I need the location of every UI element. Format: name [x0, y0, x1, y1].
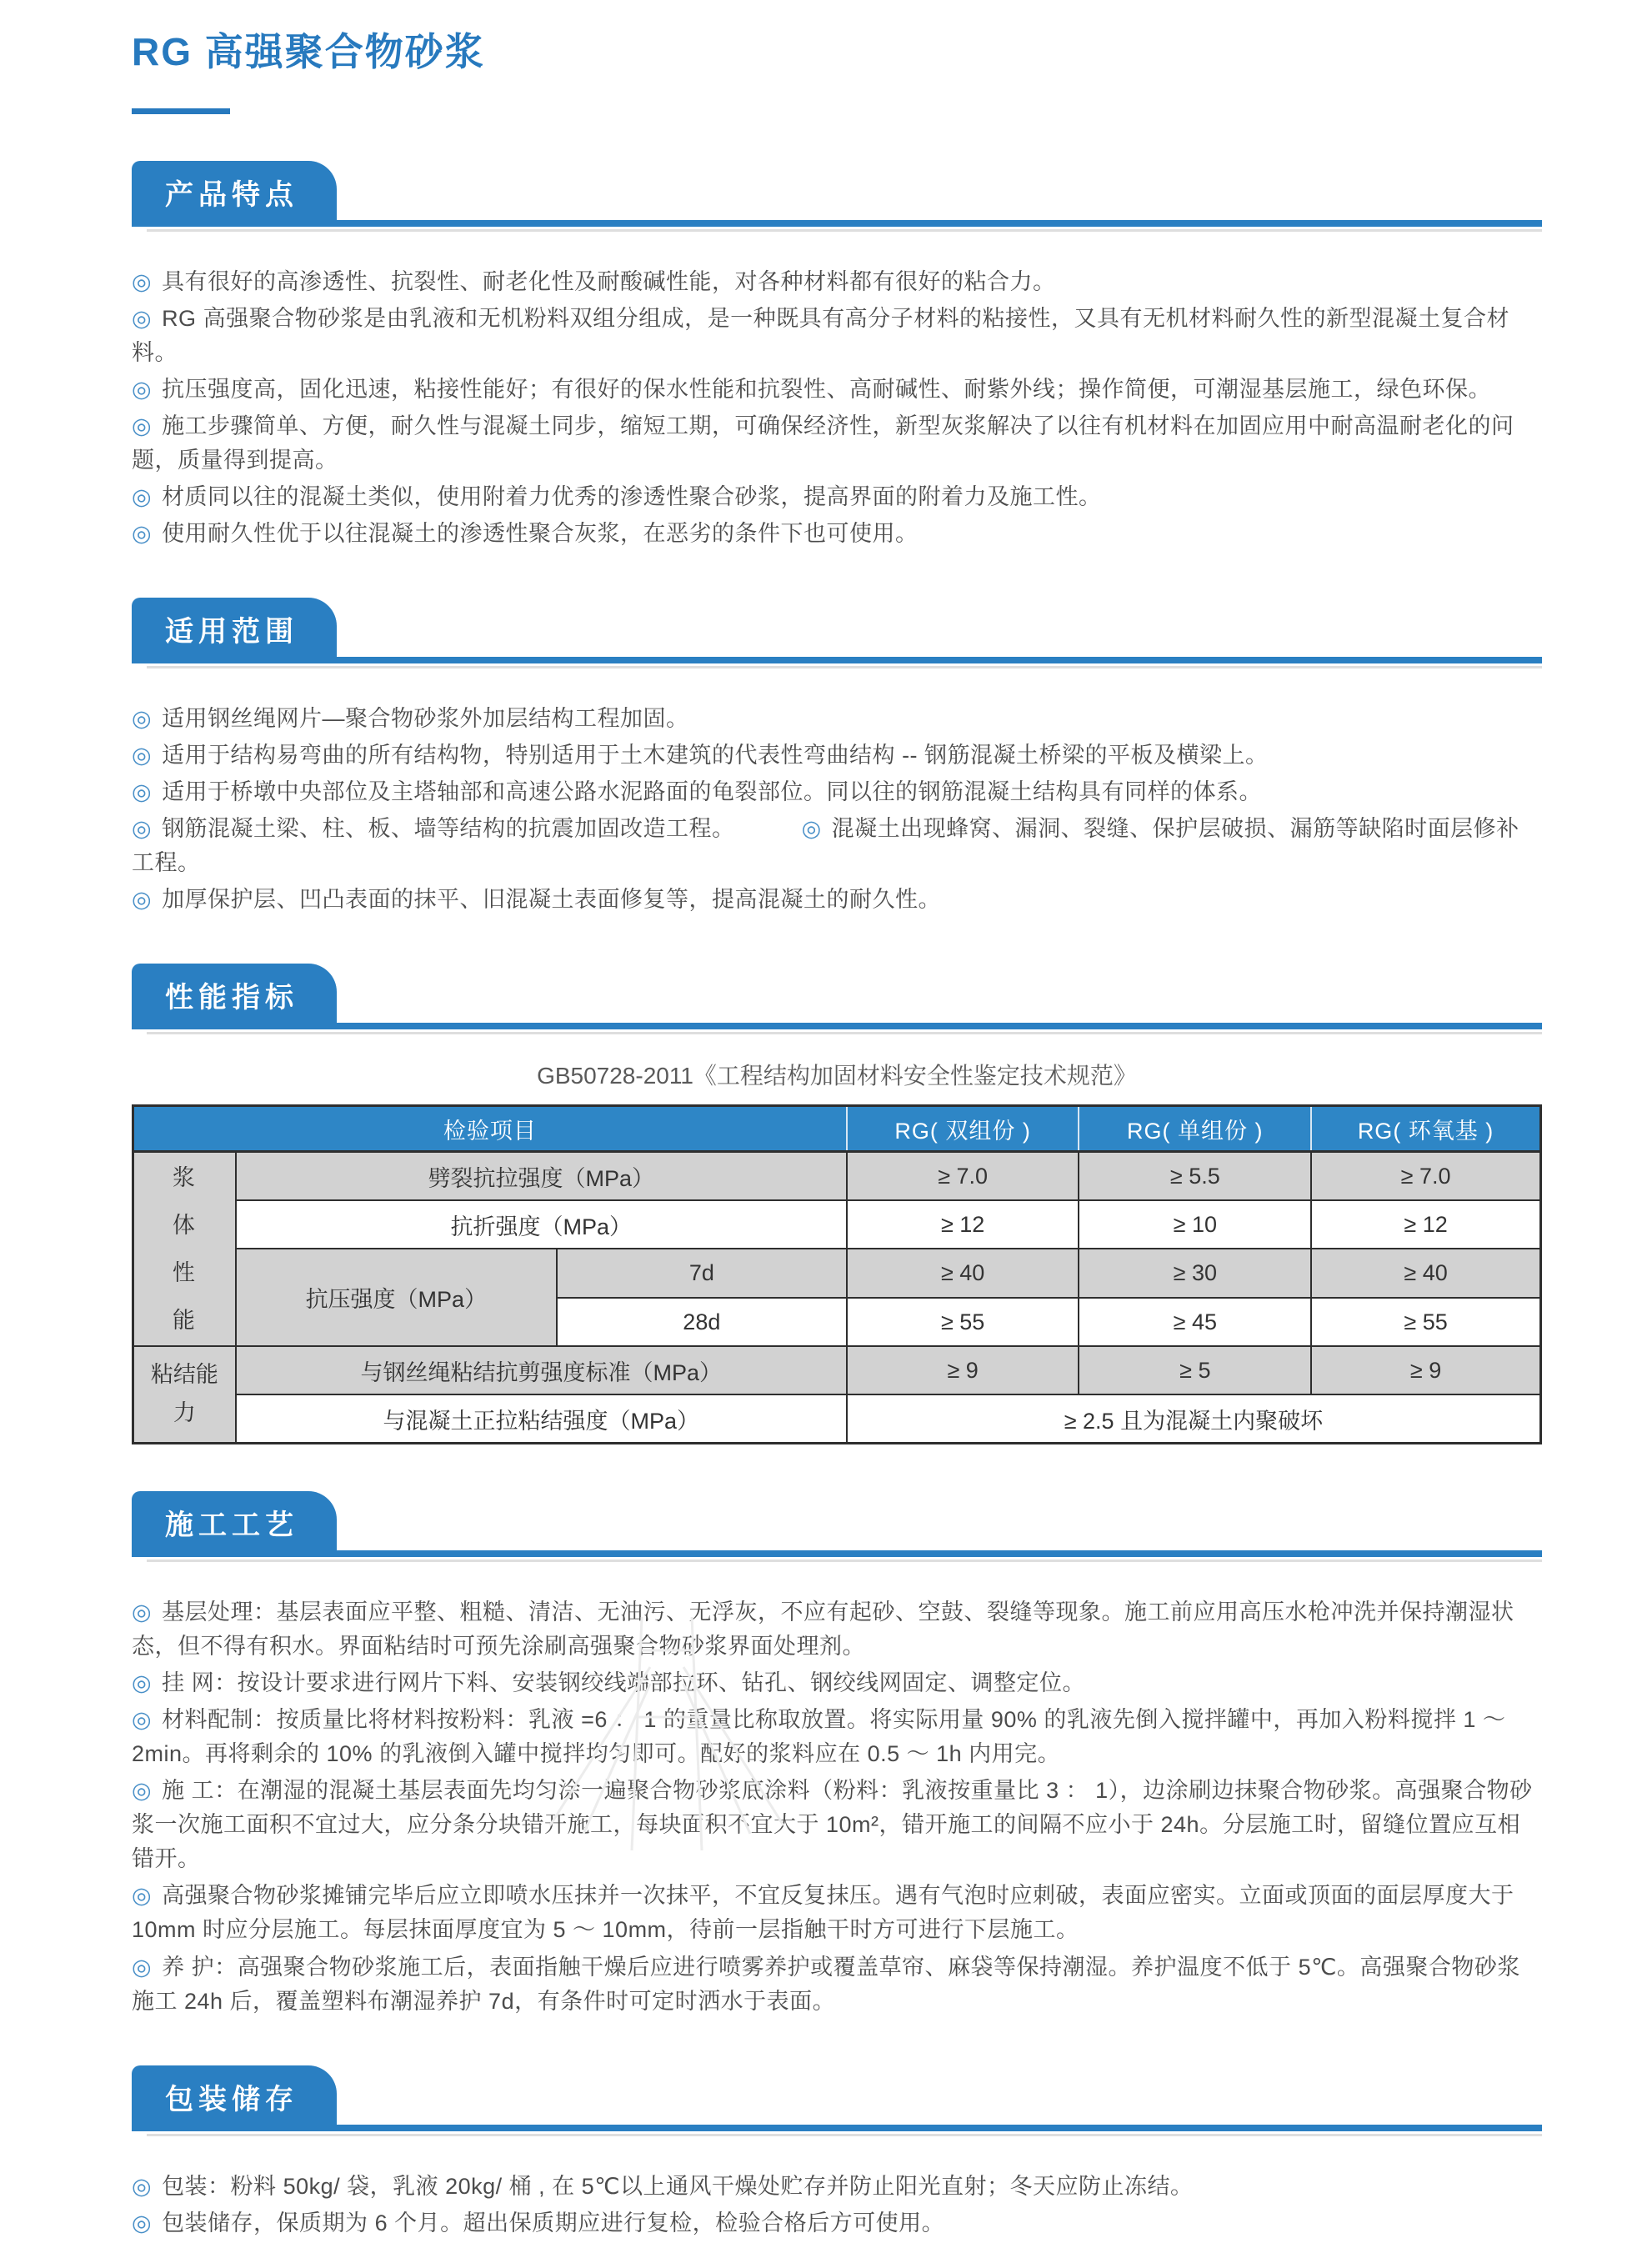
scope-item-pair: [132, 812, 1542, 880]
process-text: 高强聚合物砂浆摊铺完毕后应立即喷水压抹并一次抹平，不宜反复抹压。遇有气泡时应刺破，表面应密实。立面或顶面的面层厚度大于 10mm 时应分层施工。每层抹面厚度宜为 5 ～ 10mm，待前一层指触干时方可进行下层施工。: [132, 1883, 1514, 1943]
section-rule-shadow: [147, 2134, 1542, 2136]
section-rule-shadow: [147, 1560, 1542, 1562]
feature-text: 具有很好的高渗透性、抗裂性、耐老化性及耐酸碱性能，对各种材料都有很好的粘合力。: [162, 269, 1056, 294]
feature-text: RG 高强聚合物砂浆是由乳液和无机粉料双组分组成，是一种既具有高分子材料的粘接性，又具有无机材料耐久性的新型混凝土复合材料。: [132, 306, 1510, 366]
bullet-icon: ◎: [132, 743, 153, 769]
bullet-icon: ◎: [132, 816, 153, 842]
packaging-item: [132, 2206, 1542, 2240]
bullet-icon: ◎: [132, 779, 153, 805]
scope-item: [132, 738, 1542, 773]
section-rule-shadow: [147, 229, 1542, 232]
section-rule: [132, 657, 1542, 663]
scope-text: 钢筋混凝土梁、柱、板、墙等结构的抗震加固改造工程。: [162, 816, 735, 842]
section-scope: [132, 596, 1542, 917]
section-header-scope: 适用范围: [132, 598, 337, 658]
bullet-icon: ◎: [132, 2173, 153, 2199]
process-item: [132, 1774, 1542, 1876]
section-rule-shadow: [147, 666, 1542, 668]
table-cell: ≥ 55: [847, 1298, 1079, 1346]
bullet-icon: ◎: [132, 306, 153, 332]
table-header-cell: RG( 单组份 ): [1079, 1106, 1311, 1152]
section-rule-shadow: [147, 1032, 1542, 1034]
table-header-cell: RG( 双组份 ): [847, 1106, 1079, 1152]
bullet-icon: ◎: [132, 1600, 153, 1625]
table-cell: 抗压强度（MPa）: [236, 1249, 557, 1346]
scope-text: 适用于结构易弯曲的所有结构物，特别适用于土木建筑的代表性弯曲结构 -- 钢筋混凝土桥梁的平板及横梁上。: [162, 743, 1269, 769]
process-item: [132, 1595, 1542, 1664]
table-cell: ≥ 45: [1079, 1298, 1311, 1346]
table-header-cell: RG( 环氧基 ): [1311, 1106, 1540, 1152]
section-header-features: 产品特点: [132, 161, 337, 222]
table-cell: 28d: [557, 1298, 847, 1346]
table-cell: ≥ 12: [847, 1200, 1079, 1249]
feature-item: [132, 409, 1542, 478]
bullet-icon: ◎: [132, 413, 153, 439]
table-row: [133, 1249, 1541, 1298]
section-process: [132, 1489, 1542, 2018]
packaging-text: 包装：粉料 50kg/ 袋，乳液 20kg/ 桶 , 在 5℃以上通风干燥处贮存并防止阳光直射；冬天应防止冻结。: [162, 2173, 1194, 2199]
table-cell: ≥ 2.5 且为混凝土内聚破坏: [847, 1394, 1541, 1444]
bullet-icon: ◎: [132, 377, 153, 403]
bullet-icon: ◎: [801, 816, 822, 842]
table-cell: ≥ 30: [1079, 1249, 1311, 1298]
table-cell: ≥ 7.0: [847, 1152, 1079, 1201]
scope-text: 适用于桥墩中央部位及主塔轴部和高速公路水泥路面的龟裂部位。同以往的钢筋混凝土结构具有同样的体系。: [162, 779, 1263, 805]
bullet-icon: ◎: [132, 484, 153, 510]
packaging-item: [132, 2170, 1542, 2204]
process-text: 挂 网：按设计要求进行网片下料、安装钢绞线端部拉环、钻孔、钢绞线网固定、调整定位。: [162, 1670, 1086, 1696]
table-cell: 与钢丝绳粘结抗剪强度标准（MPa）: [236, 1346, 847, 1394]
table-header-row: [133, 1106, 1541, 1152]
table-cell: ≥ 9: [1311, 1346, 1540, 1394]
section-rule: [132, 1550, 1542, 1557]
title-underline: [132, 108, 230, 114]
table-cell: ≥ 7.0: [1311, 1152, 1540, 1201]
scope-text: 混凝土出现蜂窝、漏洞、裂缝、保护层破损、漏筋等缺陷时面层修补工程。: [132, 816, 1519, 876]
table-cell: ≥ 40: [847, 1249, 1079, 1298]
process-text: 养 护：高强聚合物砂浆施工后，表面指触干燥后应进行喷雾养护或覆盖草帘、麻袋等保持潮湿。养护温度不低于 5℃。高强聚合物砂浆施工 24h 后，覆盖塑料布潮湿养护 7d，有条件时可定时洒水于表面。: [132, 1954, 1520, 2014]
table-header-cell: 检验项目: [133, 1106, 847, 1152]
feature-text: 材质同以往的混凝土类似，使用附着力优秀的渗透性聚合砂浆，提高界面的附着力及施工性。: [162, 484, 1102, 510]
table-cell: ≥ 55: [1311, 1298, 1540, 1346]
scope-item: [132, 702, 1542, 736]
process-text: 材料配制：按质量比将材料按粉料：乳液 =6 ： 1 的重量比称取放置。将实际用量 90% 的乳液先倒入搅拌罐中，再加入粉料搅拌 1 ～ 2min。再将剩余的 10% 的乳液倒入罐中搅拌均匀即可。配好的浆料应在 0.5 ～ 1h 内用完。: [132, 1707, 1506, 1767]
bullet-icon: ◎: [132, 1778, 153, 1804]
feature-text: 施工步骤简单、方便，耐久性与混凝土同步，缩短工期，可确保经济性，新型灰浆解决了以往有机材料在加固应用中耐高温耐老化的问题，质量得到提高。: [132, 413, 1514, 473]
table-cell: ≥ 5: [1079, 1346, 1311, 1394]
section-rule: [132, 2125, 1542, 2131]
table-cell: 劈裂抗拉强度（MPa）: [236, 1152, 847, 1201]
bullet-icon: ◎: [132, 521, 153, 547]
section-header-performance: 性能指标: [132, 964, 337, 1024]
scope-item: [132, 775, 1542, 809]
scope-text: 适用钢丝绳网片—聚合物砂浆外加层结构工程加固。: [162, 706, 689, 732]
bullet-icon: ◎: [132, 706, 153, 732]
row-group-label: 粘结能力: [133, 1346, 236, 1444]
section-performance: [132, 962, 1542, 1444]
feature-text: 抗压强度高，固化迅速，粘接性能好；有很好的保水性能和抗裂性、高耐碱性、耐紫外线；操作简便，可潮湿基层施工，绿色环保。: [162, 377, 1492, 403]
table-cell: 抗折强度（MPa）: [236, 1200, 847, 1249]
table-cell: ≥ 9: [847, 1346, 1079, 1394]
table-cell: ≥ 12: [1311, 1200, 1540, 1249]
feature-item: [132, 480, 1542, 514]
scope-item: [132, 883, 1542, 917]
table-cell: 7d: [557, 1249, 847, 1298]
section-packaging: [132, 2064, 1542, 2240]
process-item: [132, 1879, 1542, 1947]
process-item: [132, 1950, 1542, 2019]
section-rule: [132, 1023, 1542, 1029]
section-features: [132, 159, 1542, 551]
feature-item: [132, 373, 1542, 407]
bullet-icon: ◎: [132, 269, 153, 294]
table-row: [133, 1152, 1541, 1201]
table-caption: GB50728-2011《工程结构加固材料安全性鉴定技术规范》: [537, 1063, 1137, 1089]
section-header-process: 施工工艺: [132, 1491, 337, 1552]
packaging-text: 包装储存，保质期为 6 个月。超出保质期应进行复检，检验合格后方可使用。: [162, 2210, 945, 2235]
bullet-icon: ◎: [132, 1670, 153, 1696]
table-row: [133, 1394, 1541, 1444]
table-row: [133, 1346, 1541, 1394]
table-row: [133, 1200, 1541, 1249]
bullet-icon: ◎: [132, 887, 153, 913]
performance-table: [132, 1104, 1542, 1444]
process-item: [132, 1703, 1542, 1771]
scope-text: 加厚保护层、凹凸表面的抹平、旧混凝土表面修复等，提高混凝土的耐久性。: [162, 887, 942, 913]
section-header-packaging: 包装储存: [132, 2065, 337, 2126]
bullet-icon: ◎: [132, 1707, 153, 1733]
process-text: 基层处理：基层表面应平整、粗糙、清洁、无油污、无浮灰，不应有起砂、空鼓、裂缝等现象。施工前应用高压水枪冲洗并保持潮湿状态，但不得有积水。界面粘结时可预先涂刷高强聚合物砂浆界面处理剂。: [132, 1600, 1514, 1660]
bullet-icon: ◎: [132, 1954, 153, 1980]
bullet-icon: ◎: [132, 1883, 153, 1909]
process-text: 施 工：在潮湿的混凝土基层表面先均匀涂一遍聚合物砂浆底涂料（粉料：乳液按重量比 3 ： 1），边涂刷边抹聚合物砂浆。高强聚合物砂浆一次施工面积不宜过大，应分条分块错开施工，每块面积不宜大于 10m²，错开施工的间隔不应小于 24h。分层施工时，留缝位置应互相错开。: [132, 1778, 1533, 1872]
feature-text: 使用耐久性优于以往混凝土的渗透性聚合灰浆，在恶劣的条件下也可使用。: [162, 521, 919, 547]
feature-item: [132, 265, 1542, 299]
section-rule: [132, 220, 1542, 227]
feature-item: [132, 517, 1542, 551]
feature-item: [132, 302, 1542, 370]
table-cell: ≥ 10: [1079, 1200, 1311, 1249]
table-cell: ≥ 40: [1311, 1249, 1540, 1298]
process-item: [132, 1666, 1542, 1700]
table-cell: ≥ 5.5: [1079, 1152, 1311, 1201]
bullet-icon: ◎: [132, 2210, 153, 2235]
table-cell: 与混凝土正拉粘结强度（MPa）: [236, 1394, 847, 1444]
page-title: RG 高强聚合物砂浆: [132, 30, 485, 73]
row-group-label: 浆体性能: [133, 1152, 236, 1346]
